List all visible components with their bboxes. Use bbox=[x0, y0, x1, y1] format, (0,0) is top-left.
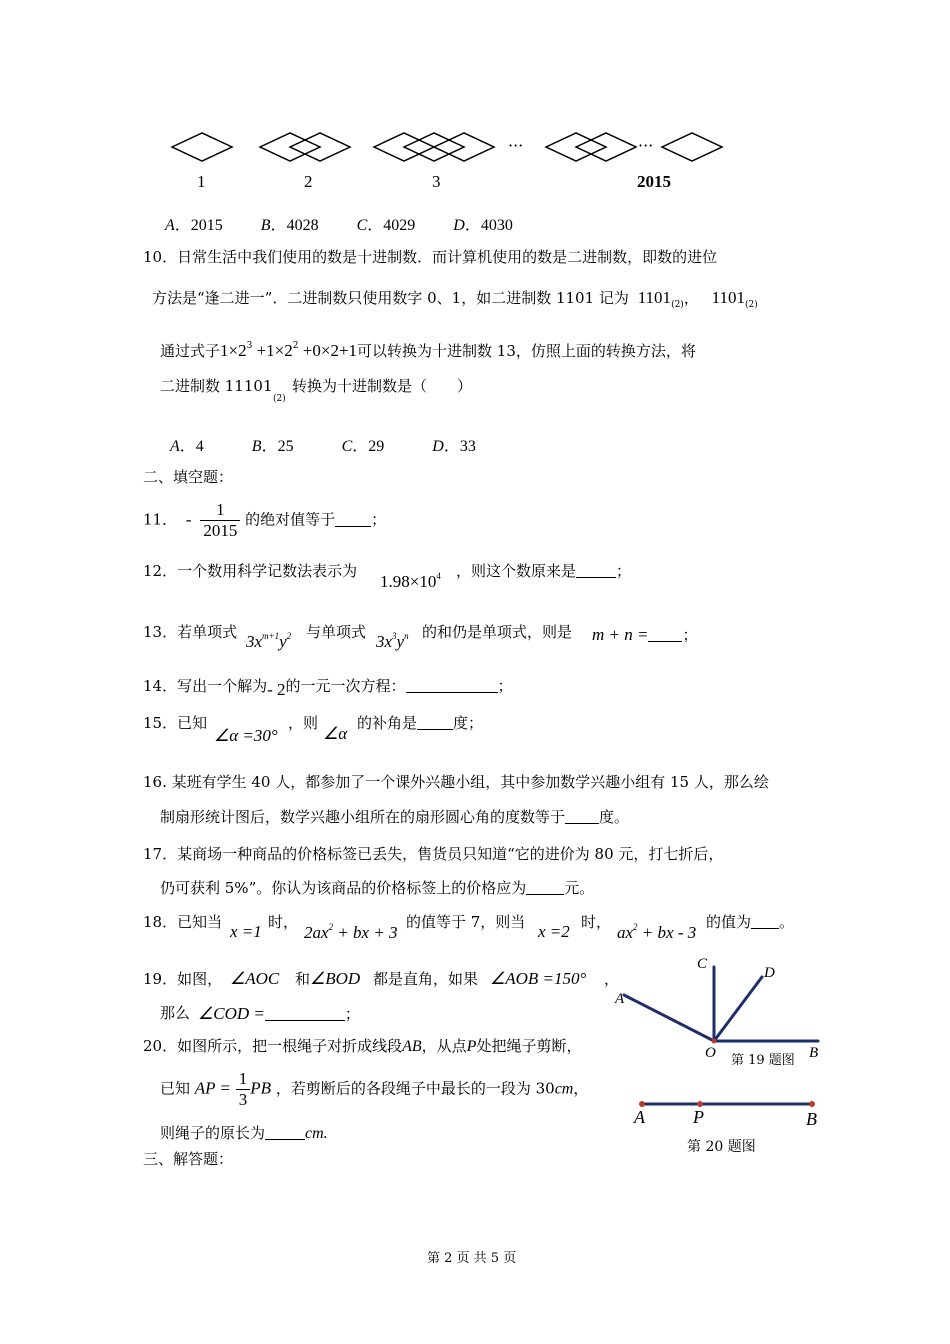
q15-mid: ，则 bbox=[288, 714, 319, 732]
figure-19 bbox=[612, 955, 832, 1070]
figure-20-caption: 第 20 题图 bbox=[687, 1139, 756, 1155]
answer-blank[interactable] bbox=[406, 678, 498, 693]
figure-20 bbox=[630, 1095, 830, 1115]
angle-cod: ∠COD = ； bbox=[198, 1004, 360, 1023]
monomial-2: $3x^3y^n$ bbox=[376, 631, 409, 651]
q10-line4-post: 转换为十进制数是（ ） bbox=[292, 377, 473, 395]
q18-cond2: x =2 bbox=[538, 922, 570, 941]
q19-t3: 都是直角，如果 bbox=[373, 970, 479, 988]
q12-post: ，则这个数原来是 ； bbox=[456, 562, 632, 580]
q18-t2: 时， bbox=[268, 913, 299, 931]
q15-given: ∠α =30° bbox=[214, 726, 278, 745]
q19-line2: 那么 bbox=[160, 1004, 191, 1022]
option-b[interactable]: B．4028 bbox=[260, 217, 319, 234]
fraction-one-third: $\frac{1}{3}$ bbox=[236, 1069, 251, 1110]
option-c[interactable]: C．29 bbox=[341, 438, 385, 455]
q18-t3: 的值等于 7，则当 bbox=[406, 913, 526, 931]
monomial-1: $3x^{m+1}y^2$ bbox=[246, 631, 292, 651]
section-3-heading: 三、解答题： bbox=[143, 1150, 234, 1168]
answer-blank[interactable] bbox=[526, 880, 564, 895]
figure-19-caption: 第 19 题图 bbox=[731, 1053, 795, 1068]
rhombus-1 bbox=[172, 133, 232, 161]
q18-cond1: x =1 bbox=[230, 922, 262, 941]
figure-label-2015: 2015 bbox=[637, 172, 671, 191]
label-a-20: A bbox=[634, 1107, 645, 1127]
binary-number-2: 1101 bbox=[711, 288, 745, 307]
label-b-20: B bbox=[806, 1109, 817, 1129]
binary-number: 1101 bbox=[637, 288, 672, 307]
q15-angle: ∠α bbox=[323, 724, 348, 743]
q9-options bbox=[165, 212, 513, 235]
option-c[interactable]: C．4029 bbox=[356, 217, 416, 234]
q10-line3: 通过式子$1\times 2^3 +1\times 2^2 +0\times 2+1$可以转换为十进制数 13，仿照上面的转换方法，将 bbox=[160, 341, 696, 360]
q14: 14．写出一个解为- 2的一元一次方程： ； bbox=[143, 677, 513, 699]
answer-blank[interactable] bbox=[335, 512, 371, 527]
label-c: C bbox=[697, 956, 708, 972]
q18-expr1: $2ax^2$ + bx + 3 bbox=[304, 922, 398, 942]
q20-line3: 则绳子的原长为 cm. bbox=[160, 1124, 328, 1142]
q20-line2: 已知 AP = $\frac{1}{3}$ PB ，若剪断后的各段绳子中最长的一段为 30cm， bbox=[160, 1069, 589, 1109]
ray-oa bbox=[624, 995, 714, 1041]
q18-start: 18．已知当 bbox=[143, 913, 223, 931]
option-d[interactable]: D．33 bbox=[432, 438, 476, 455]
q12: 12．一个数用科学记数法表示为 bbox=[143, 562, 358, 580]
label-p-20: P bbox=[693, 1107, 704, 1127]
q13-expr: m + n = ； bbox=[592, 625, 698, 644]
q10-line2: 方法是“逢二进一”．二进制数只使用数字 0、1，如二进制数 1101 记为 $1101_{(2)}$， $1101_{(2)}$ bbox=[152, 288, 758, 310]
figure-label-3: 3 bbox=[432, 172, 441, 191]
q18-end: 的值为 。 bbox=[706, 913, 795, 931]
label-d: D bbox=[764, 965, 775, 981]
q16-line1: 16. 某班有学生 40 人，都参加了一个课外兴趣小组，其中参加数学兴趣小组有 15 人，那么绘 bbox=[143, 773, 769, 791]
label-a: A bbox=[615, 991, 625, 1007]
option-b[interactable]: B．25 bbox=[251, 438, 294, 455]
q11: 11． - $\frac{1}{2015}$ 的绝对值等于 ； bbox=[143, 500, 387, 540]
q10-line4: 二进制数 11101 bbox=[160, 377, 273, 395]
q19-line1: 19．如图， bbox=[143, 970, 223, 988]
figure-label-2: 2 bbox=[304, 172, 313, 191]
answer-blank[interactable] bbox=[417, 715, 453, 730]
figure-label-1: 1 bbox=[197, 172, 206, 191]
answer-blank[interactable] bbox=[265, 1125, 305, 1140]
q18-t4: 时， bbox=[581, 913, 612, 931]
angle-aob: ∠AOB =150° bbox=[490, 969, 587, 988]
q13-post: 的和仍是单项式，则是 bbox=[422, 623, 573, 641]
angle-aoc: ∠AOC bbox=[230, 969, 280, 988]
q15: 15．已知 bbox=[143, 714, 208, 732]
label-b: B bbox=[809, 1045, 819, 1061]
ray-od bbox=[714, 977, 762, 1041]
figure-dots-2: ··· bbox=[638, 136, 654, 155]
q19-t2: 和 bbox=[295, 970, 311, 988]
q18-expr2: $ax^2$ + bx - 3 bbox=[617, 922, 697, 942]
option-d[interactable]: D．4030 bbox=[453, 217, 513, 234]
answer-blank[interactable] bbox=[265, 1006, 345, 1021]
label-o: O bbox=[705, 1045, 716, 1061]
q20-line1: 20．如图所示，把一根绳子对折成线段AB，从点P处把绳子剪断， bbox=[143, 1037, 582, 1055]
q10-line1: 10．日常生活中我们使用的数是十进制数．而计算机使用的数是二进制数，即数的进位 bbox=[143, 248, 718, 266]
q17-line1: 17．某商场一种商品的价格标签已丢失，售货员只知道“它的进价为 80 元，打七折后， bbox=[143, 845, 724, 863]
option-a[interactable]: A．2015 bbox=[165, 217, 223, 234]
section-2-heading: 二、填空题： bbox=[143, 468, 234, 486]
q17-line2: 仍可获利 5%”。你认为该商品的价格标签上的价格应为 元。 bbox=[160, 879, 595, 897]
answer-blank[interactable] bbox=[648, 627, 682, 642]
answer-blank[interactable] bbox=[576, 563, 616, 578]
q10-base-sub: (2) bbox=[273, 394, 286, 404]
angle-bod: ∠BOD bbox=[310, 969, 361, 988]
answer-blank[interactable] bbox=[565, 809, 599, 824]
q16-line2: 制扇形统计图后，数学兴趣小组所在的扇形圆心角的度数等于 度。 bbox=[160, 808, 630, 826]
sci-notation: $1.98\times 10^4$ bbox=[380, 571, 441, 591]
q15-post: 的补角是 度； bbox=[357, 714, 484, 732]
page-footer: 第 2 页 共 5 页 bbox=[427, 1251, 517, 1266]
q10-options bbox=[170, 433, 476, 456]
option-a[interactable]: A．4 bbox=[170, 438, 204, 455]
fraction: $\frac{1}{2015}$ bbox=[200, 500, 240, 541]
q13-mid: 与单项式 bbox=[306, 623, 367, 641]
figure-dots: ··· bbox=[508, 136, 524, 155]
q19-t4: ， bbox=[604, 970, 620, 988]
answer-blank[interactable] bbox=[751, 914, 779, 929]
q13: 13．若单项式 bbox=[143, 623, 238, 641]
